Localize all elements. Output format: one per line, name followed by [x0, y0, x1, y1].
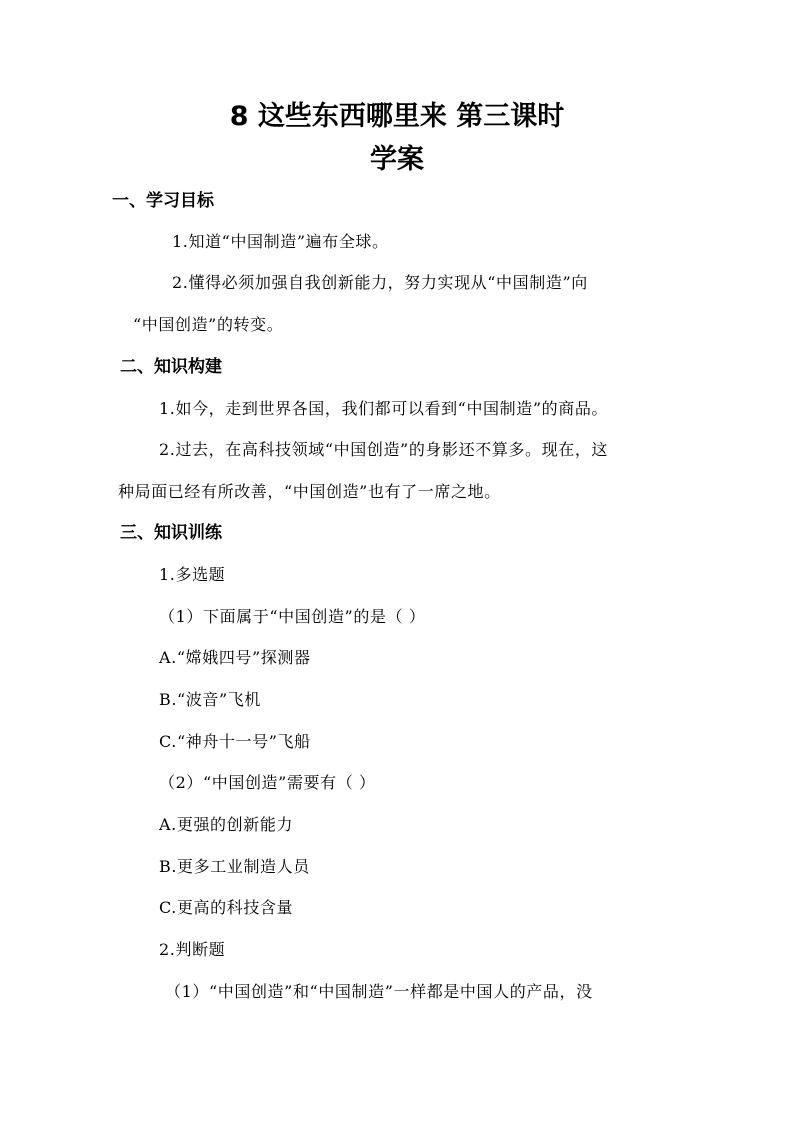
goal-item-2-line2: “中国创造”的转变。	[133, 315, 284, 334]
question-2-option-c: C.更高的科技含量	[159, 898, 294, 917]
knowledge-item-2-line2: 种局面已经有所改善，“中国创造”也有了一席之地。	[118, 482, 501, 501]
multi-choice-label: 1.多选题	[159, 565, 226, 584]
question-2: （2）“中国创造”需要有（ ）	[159, 773, 376, 792]
document-subtitle: 学案	[370, 144, 424, 175]
question-2-option-a: A.更强的创新能力	[159, 815, 294, 834]
goal-item-1: 1.知道“中国制造”遍布全球。	[172, 232, 389, 251]
document-title: 8 这些东西哪里来 第三课时	[229, 101, 565, 132]
question-1-option-a: A.“嫦娥四号”探测器	[159, 648, 311, 667]
judge-question-1: （1）“中国创造”和“中国制造”一样都是中国人的产品，没	[165, 982, 593, 1001]
judge-label: 2.判断题	[159, 940, 226, 959]
question-1-option-b: B.“波音”飞机	[159, 690, 262, 709]
question-1: （1）下面属于“中国创造”的是（ ）	[159, 607, 426, 626]
knowledge-item-2-line1: 2.过去，在高科技领域“中国创造”的身影还不算多。现在，这	[159, 440, 609, 459]
goal-item-2-line1: 2.懂得必须加强自我创新能力，努力实现从“中国制造”向	[172, 273, 588, 292]
section-heading-knowledge: 二、知识构建	[120, 357, 222, 377]
question-2-option-b: B.更多工业制造人员	[159, 857, 310, 876]
question-1-option-c: C.“神舟十一号”飞船	[159, 732, 311, 751]
section-heading-goals: 一、学习目标	[112, 191, 214, 211]
section-heading-training: 三、知识训练	[120, 523, 222, 543]
knowledge-item-1: 1.如今，走到世界各国，我们都可以看到“中国制造”的商品。	[159, 399, 609, 418]
